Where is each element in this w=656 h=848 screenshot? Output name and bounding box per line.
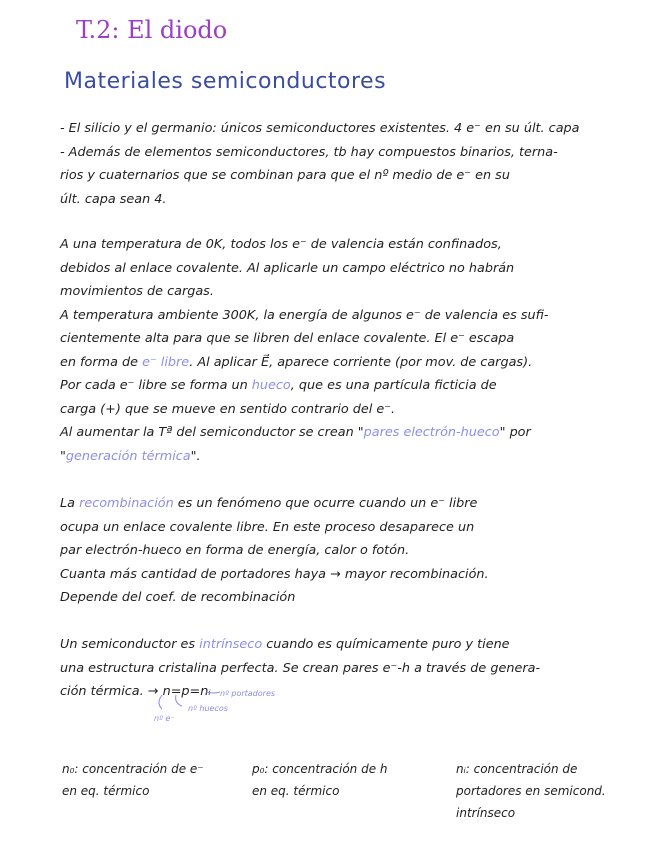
note-huecos: nº huecos — [188, 704, 228, 713]
text-segment: La — [60, 496, 75, 511]
text-line: portadores en semicond. — [456, 784, 606, 798]
text-line: A una temperatura de 0K, todos los e⁻ de valencia están confinados, — [60, 237, 502, 252]
text-line: intrínseco — [456, 806, 516, 820]
equation-intrinsic: n=p=nᵢ — [162, 684, 211, 699]
text-segment: . Al aplicar E⃗, aparece corriente (por mov. de cargas). — [189, 354, 533, 370]
highlight-thermal-generation: generación térmica — [65, 448, 191, 464]
highlight-free-electron: e⁻ libre — [142, 354, 190, 370]
text-segment: " por — [499, 425, 531, 440]
footnote-p0 — [252, 758, 442, 802]
text-line — [60, 374, 620, 398]
text-line: rios y cuaternarios que se combinan para que el nº medio de e⁻ en su — [60, 168, 510, 183]
text-segment: , que es una partícula ficticia de — [290, 378, 497, 393]
text-line: A temperatura ambiente 300K, la energía de algunos e⁻ de valencia es sufi- — [60, 307, 549, 323]
text-line: ocupa un enlace covalente libre. En este proceso desaparece un — [60, 519, 475, 535]
text-line: par electrón-hueco en forma de energía, calor o fotón. — [60, 543, 410, 558]
text-line: en eq. térmico — [62, 784, 150, 798]
text-segment: Por cada e⁻ libre se forma un — [60, 378, 248, 393]
note-electrones: nº e⁻ — [154, 714, 175, 723]
text-line: nᵢ: concentración de — [456, 762, 578, 776]
text-line — [60, 633, 620, 657]
text-line: n₀: concentración de e⁻ — [62, 762, 204, 776]
text-segment: en forma de — [60, 354, 139, 370]
text-line: carga (+) que se mueve en sentido contrario del e⁻. — [60, 401, 396, 417]
text-segment: " — [60, 448, 66, 464]
highlight-intrinsic: intrínseco — [199, 637, 263, 652]
text-line: en eq. térmico — [252, 784, 340, 798]
text-line: debidos al enlace covalente. Al aplicarle un campo eléctrico no habrán — [60, 260, 515, 276]
text-line: p₀: concentración de h — [252, 762, 388, 776]
text-line — [60, 421, 620, 445]
footnote-ni — [456, 758, 646, 824]
text-segment: ". — [190, 448, 201, 464]
text-line: Cuanta más cantidad de portadores haya → mayor recombinación. — [60, 566, 489, 582]
text-line: últ. capa sean 4. — [60, 191, 167, 207]
highlight-recombination: recombinación — [79, 496, 174, 511]
text-line: movimientos de cargas. — [60, 284, 214, 299]
highlight-hole: hueco — [251, 378, 291, 393]
note-portadores: nº portadores — [220, 689, 276, 698]
text-line — [60, 445, 620, 469]
text-line: - El silicio y el germanio: únicos semiconductores existentes. 4 e⁻ en su últ. capa — [60, 121, 580, 136]
text-line: una estructura cristalina perfecta. Se crean pares e⁻-h a través de genera- — [60, 660, 541, 676]
text-segment: Un semiconductor es — [60, 637, 196, 652]
text-line: Depende del coef. de recombinación — [60, 590, 296, 605]
text-line: cientemente alta para que se libren del enlace covalente. El e⁻ escapa — [60, 331, 515, 346]
text-segment: Al aumentar la Tª del semiconductor se crean " — [60, 425, 364, 440]
page-title: T.2: El diodo — [76, 16, 228, 44]
paragraph-semiconductors — [60, 117, 620, 211]
footnote-n0 — [62, 758, 252, 802]
text-line — [60, 351, 620, 375]
paragraph-recombination — [60, 492, 620, 610]
highlight-electron-hole-pairs: pares electrón-hueco — [363, 425, 500, 440]
paragraph-temperature — [60, 233, 620, 468]
text-line — [60, 492, 620, 516]
section-heading: Materiales semiconductores — [64, 69, 387, 94]
text-line: - Además de elementos semiconductores, tb hay compuestos binarios, terna- — [60, 144, 558, 160]
text-segment: ción térmica. → — [60, 684, 159, 699]
text-segment: es un fenómeno que ocurre cuando un e⁻ libre — [177, 496, 478, 511]
text-segment: cuando es químicamente puro y tiene — [266, 637, 510, 652]
